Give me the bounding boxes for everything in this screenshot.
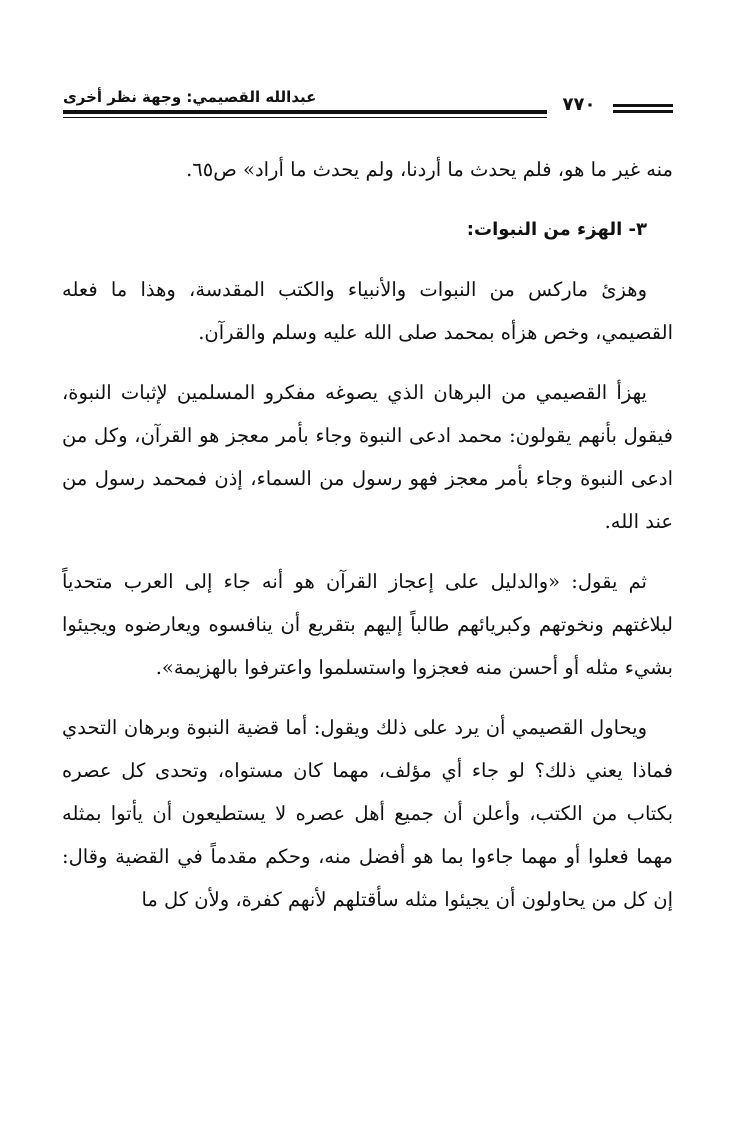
page-number-rule-top [613, 104, 673, 107]
page-number-rule-bottom [613, 110, 673, 113]
header-rule-thin [63, 117, 547, 118]
body-text [62, 148, 673, 938]
paragraph: وهزئ ماركس من النبوات والأنبياء والكتب المقدسة، وهذا ما فعله القصيمي، وخص هزأه بمحمد صلى الله عليه وسلم والقرآن. [62, 278, 673, 344]
page-header [63, 84, 673, 124]
section-heading: ٣- الهزء من النبوات: [466, 219, 647, 240]
header-rule-thick [63, 110, 547, 114]
paragraph-continuation: منه غير ما هو، فلم يحدث ما أردنا، ولم يحدث ما أراد» ص٦٥. [186, 158, 673, 181]
paragraph: ثم يقول: «والدليل على إعجاز القرآن هو أنه جاء إلى العرب متحدياً لبلاغتهم ونخوتهم وكبريائهم طالباً إليهم بتقريع أن ينافسوه ويعارضوه ويجيئوا بشيء مثله أو أحسن منه فعجزوا واستسلموا واعترفوا بالهزيمة». [62, 570, 673, 679]
paragraph: ويحاول القصيمي أن يرد على ذلك ويقول: أما قضية النبوة وبرهان التحدي فماذا يعني ذلك؟ لو جاء أي مؤلف، مهما كان مستواه، وتحدى كل عصره بكتاب من الكتب، وأعلن أن جميع أهل عصره لا يستطيعون أن يأتوا بمثله مهما فعلوا أو مهما جاءوا بما هو أفضل منه، وحكم مقدماً في القضية وقال: إن كل من يحاولون أن يجيئوا مثله سأقتلهم لأنهم كفرة، ولأن كل ما [62, 716, 673, 911]
page-number: ٧٧٠ [562, 94, 596, 115]
paragraph: يهزأ القصيمي من البرهان الذي يصوغه مفكرو المسلمين لإثبات النبوة، فيقول بأنهم يقولون: محمد ادعى النبوة وجاء بأمر معجز هو القرآن، وكل من ادعى النبوة وجاء بأمر معجز فهو رسول من السماء، إذن فمحمد رسول من عند الله. [62, 381, 673, 533]
running-title: عبدالله القصيمي: وجهة نظر أخرى [63, 88, 317, 106]
